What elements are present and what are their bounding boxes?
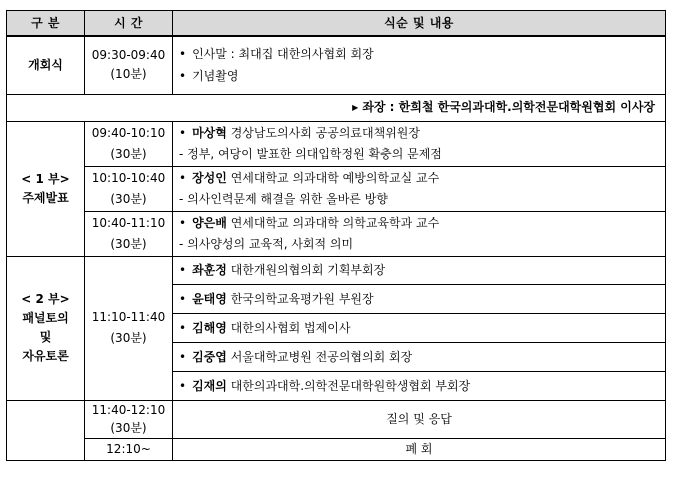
speaker-affil: 연세대학교 의과대학 의학교육학과 교수 [230,215,440,230]
triangle-right-icon: ▶ [352,103,359,112]
talk-content [173,166,666,211]
speaker-name: 마상혁 [192,125,227,140]
bullet-icon: • [179,262,187,277]
chair-text: 좌장 : 한희철 한국의과대학.의학전문대학원협회 이사장 [362,100,655,114]
opening-item: 기념촬영 [192,69,239,84]
qa-time-cell [85,400,173,438]
qa-duration: (30분) [110,420,147,435]
talk-topic: - 정부, 여당이 발표한 의대입학정원 확충의 문제점 [179,146,442,161]
panelist-item [173,284,665,313]
qa-row [7,400,666,438]
opening-time-cell [85,36,173,94]
talk-time: 09:40-10:10 [91,125,166,140]
talk-content [173,211,666,256]
panel-list [173,256,666,400]
bullet-icon: • [179,47,187,62]
part2-label-line1: < 2 부> [21,292,70,306]
opening-duration: (10분) [110,67,147,82]
panelist-affil: 서울대학교병원 전공의협의회 회장 [230,349,413,364]
opening-label: 개회식 [7,36,85,94]
talk-duration: (30분) [110,191,147,206]
bullet-icon: • [179,170,187,185]
bullet-icon: • [179,378,187,393]
program-table [6,10,666,461]
part2-time: 11:10-11:40 [91,310,166,324]
panelist-affil: 대한의과대학.의학전문대학원학생협회 부회장 [230,378,471,393]
panelist-name: 김재의 [192,378,227,393]
part1-label [7,121,85,256]
header-time: 시 간 [85,11,173,37]
chair-cell [7,94,666,121]
header-section: 구 분 [7,11,85,37]
part2-label [7,256,85,400]
part2-label-line2: 패널토의 [22,311,69,325]
speaker-name: 양은배 [192,215,227,230]
panelist-affil: 대한의사협회 법제이사 [230,320,351,335]
opening-item: 인사말 : 최대집 대한의사협회 회장 [192,47,374,62]
bullet-icon: • [179,215,187,230]
closing-label: 폐 회 [173,438,666,460]
talk-time-cell [85,211,173,256]
talk-duration: (30분) [110,146,147,161]
chair-row [7,94,666,121]
panelist-name: 좌훈정 [192,262,227,277]
part2-time-cell [85,256,173,400]
part1-talk-row [7,211,666,256]
part2-duration: (30분) [110,331,147,345]
talk-time-cell [85,166,173,211]
part2-label-line4: 자유토론 [22,349,69,363]
part1-label-line2: 주제발표 [22,190,69,205]
panelist-item [173,313,665,342]
panelist-name: 김해영 [192,320,227,335]
talk-topic: - 의사인력문제 해결을 위한 올바른 방향 [179,191,388,206]
panelist-affil: 대한개원의협의회 기획부회장 [230,262,386,277]
talk-time: 10:40-11:10 [91,215,166,230]
opening-content [173,36,666,94]
header-content: 식순 및 내용 [173,11,666,37]
part2-label-line3: 및 [39,330,52,344]
closing-time: 12:10~ [85,438,173,460]
bullet-icon: • [179,320,187,335]
talk-content [173,121,666,166]
opening-time: 09:30-09:40 [91,48,166,63]
opening-row [7,36,666,94]
speaker-affil: 연세대학교 의과대학 예방의학교실 교수 [230,170,440,185]
talk-duration: (30분) [110,236,147,251]
bullet-icon: • [179,349,187,364]
bullet-icon: • [179,125,187,140]
closing-row [7,438,666,460]
part1-label-line1: < 1 부> [21,171,70,186]
panelist-item [173,342,665,371]
bullet-icon: • [179,291,187,306]
talk-time: 10:10-10:40 [91,170,166,185]
qa-section-empty [7,400,85,460]
talk-time-cell [85,121,173,166]
panelist-affil: 한국의학교육평가원 부원장 [230,291,374,306]
speaker-affil: 경상남도의사회 공공의료대책위원장 [230,125,420,140]
part2-row [7,256,666,400]
header-row [7,11,666,37]
panelist-item [173,257,665,284]
part1-talk-row [7,166,666,211]
part1-talk-row [7,121,666,166]
panelist-item [173,371,665,400]
speaker-name: 장성인 [192,170,227,185]
bullet-icon: • [179,69,187,84]
panelist-name: 윤태영 [192,291,227,306]
panelist-name: 김중엽 [192,349,227,364]
qa-label: 질의 및 응답 [173,400,666,438]
talk-topic: - 의사양성의 교육적, 사회적 의미 [179,236,354,251]
qa-time: 11:40-12:10 [91,402,166,417]
